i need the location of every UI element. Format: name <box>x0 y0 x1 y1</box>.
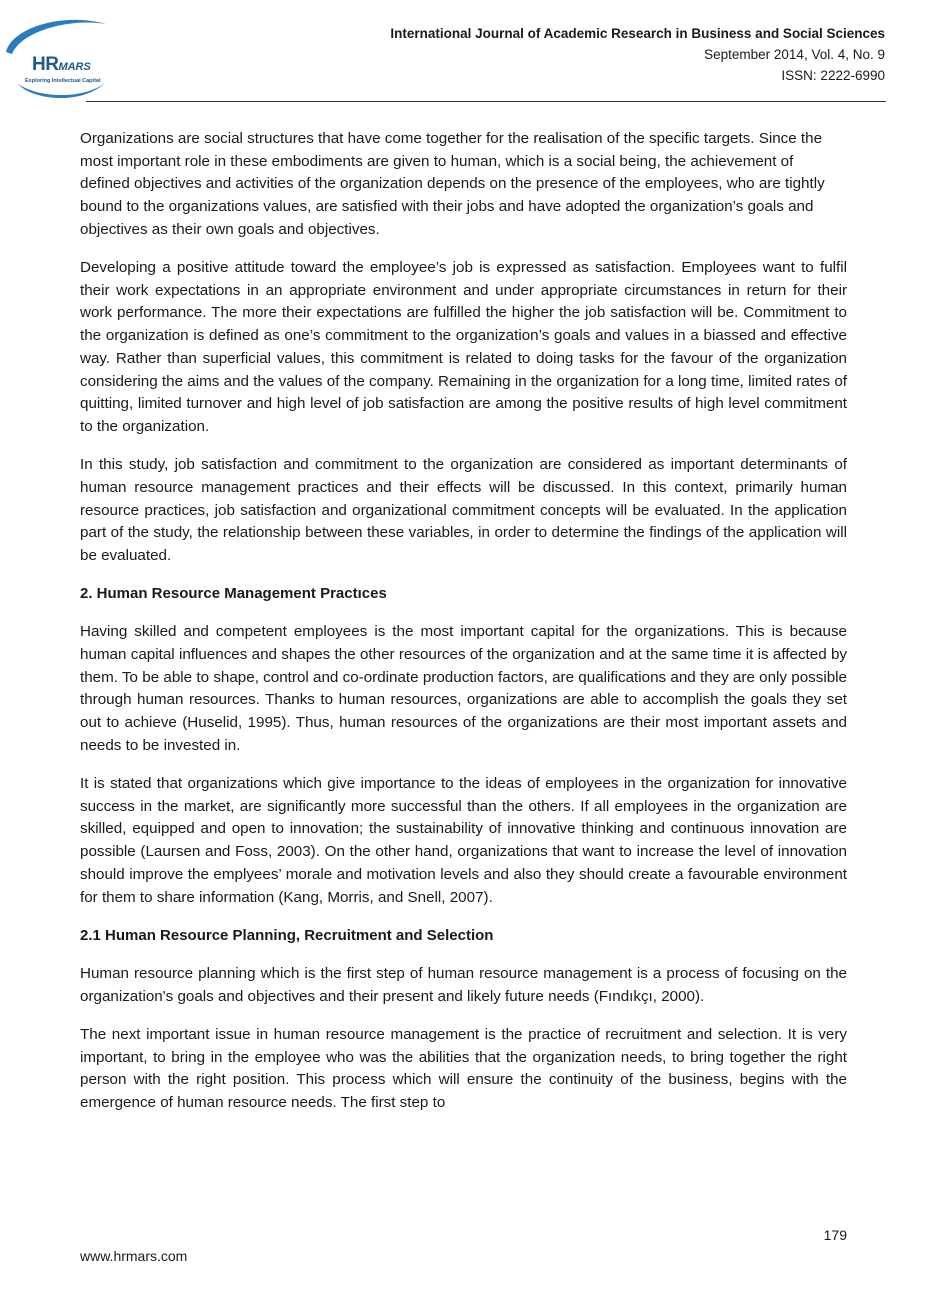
paragraph: Organizations are social structures that have come together for the realisation of the specific targets. Since the most important role in these embodiments are given to human, which is a social being, the achievement of defined objectives and activities of the organization depends on the presence of the employees, who are tightly bound to the organizations values, are satisfied with their jobs and have adopted the organization’s goals and objectives as their own goals and objectives. <box>80 130 825 238</box>
journal-title: International Journal of Academic Research in Business and Social Sciences <box>390 26 885 41</box>
journal-header <box>390 23 885 86</box>
paragraph: In this study, job satisfaction and commitment to the organization are considered as important determinants of human resource management practices and their effects will be discussed. In this context, primarily human resource practices, job satisfaction and organizational commitment concepts will be evaluated. In the application part of the study, the relationship between these variables, in order to determine the findings of the application will be evaluated. <box>80 456 847 564</box>
section-heading: 2. Human Resource Management Practıces <box>80 585 387 603</box>
paragraph: Developing a positive attitude toward the employee’s job is expressed as satisfaction. Employees want to fulfil their work expectations in an appropriate environment and under appropriate circumstances in return for their work performance. The more their expectations are fulfilled the higher the job satisfaction will be. Commitment to the organization is defined as one’s commitment to the organization’s goals and values in a biassed and effective way. Rather than superficial values, this commitment is related to doing tasks for the favour of the organization considering the aims and the values of the company. Remaining in the organization for a long time, limited rates of quitting, limited turnover and high level of job satisfaction are among the positive results of high level commitment to the organization. <box>80 259 847 435</box>
journal-issn: ISSN: 2222-6990 <box>781 68 885 83</box>
logo-tagline: Exploring Intellectual Capital <box>25 78 101 84</box>
page-number: 179 <box>823 1227 847 1243</box>
paragraph: The next important issue in human resource management is the practice of recruitment and selection. It is very important, to bring in the employee who was the abilities that the organization needs, to bring together the right person with the right position. This process which will ensure the continuity of the business, begins with the emergence of human resource needs. The first step to <box>80 1025 847 1112</box>
header-divider <box>86 101 886 102</box>
subsection-heading: 2.1 Human Resource Planning, Recruitment and Selection <box>80 926 494 944</box>
article-body <box>80 128 847 1130</box>
hrmars-logo <box>2 14 114 100</box>
logo-text-hr: HR <box>32 54 59 75</box>
paragraph: Having skilled and competent employees is the most important capital for the organizations. This is because human capital influences and shapes the other resources of the organization and at the same time it is affected by them. To be able to shape, control and co-ordinate production factors, are qualifications and they are only possible through human resources. Thanks to human resources, organizations are able to accomplish the goals they set out to achieve (Huselid, 1995). Thus, human resources of the organizations are their most important assets and needs to be invested in. <box>80 623 847 754</box>
paragraph: It is stated that organizations which give importance to the ideas of employees in the organization for innovative success in the market, are significantly more successful than the others. If all employees in the organization are skilled, equipped and open to innovation; the sustainability of innovative thinking and continuous innovation are possible (Laursen and Foss, 2003). On the other hand, organizations that want to increase the level of innovation should improve the emplyees’ morale and motivation levels and also they should create a favourable environment for them to share information (Kang, Morris, and Snell, 2007). <box>80 775 847 906</box>
paragraph: Human resource planning which is the first step of human resource management is a process of focusing on the organization's goals and objectives and their present and likely future needs (Fındıkçı, 2000). <box>80 965 847 1005</box>
logo-wordmark <box>32 54 91 76</box>
journal-issue: September 2014, Vol. 4, No. 9 <box>704 47 885 62</box>
logo-text-mars: MARS <box>58 61 91 73</box>
footer-url-link[interactable]: www.hrmars.com <box>80 1248 188 1264</box>
